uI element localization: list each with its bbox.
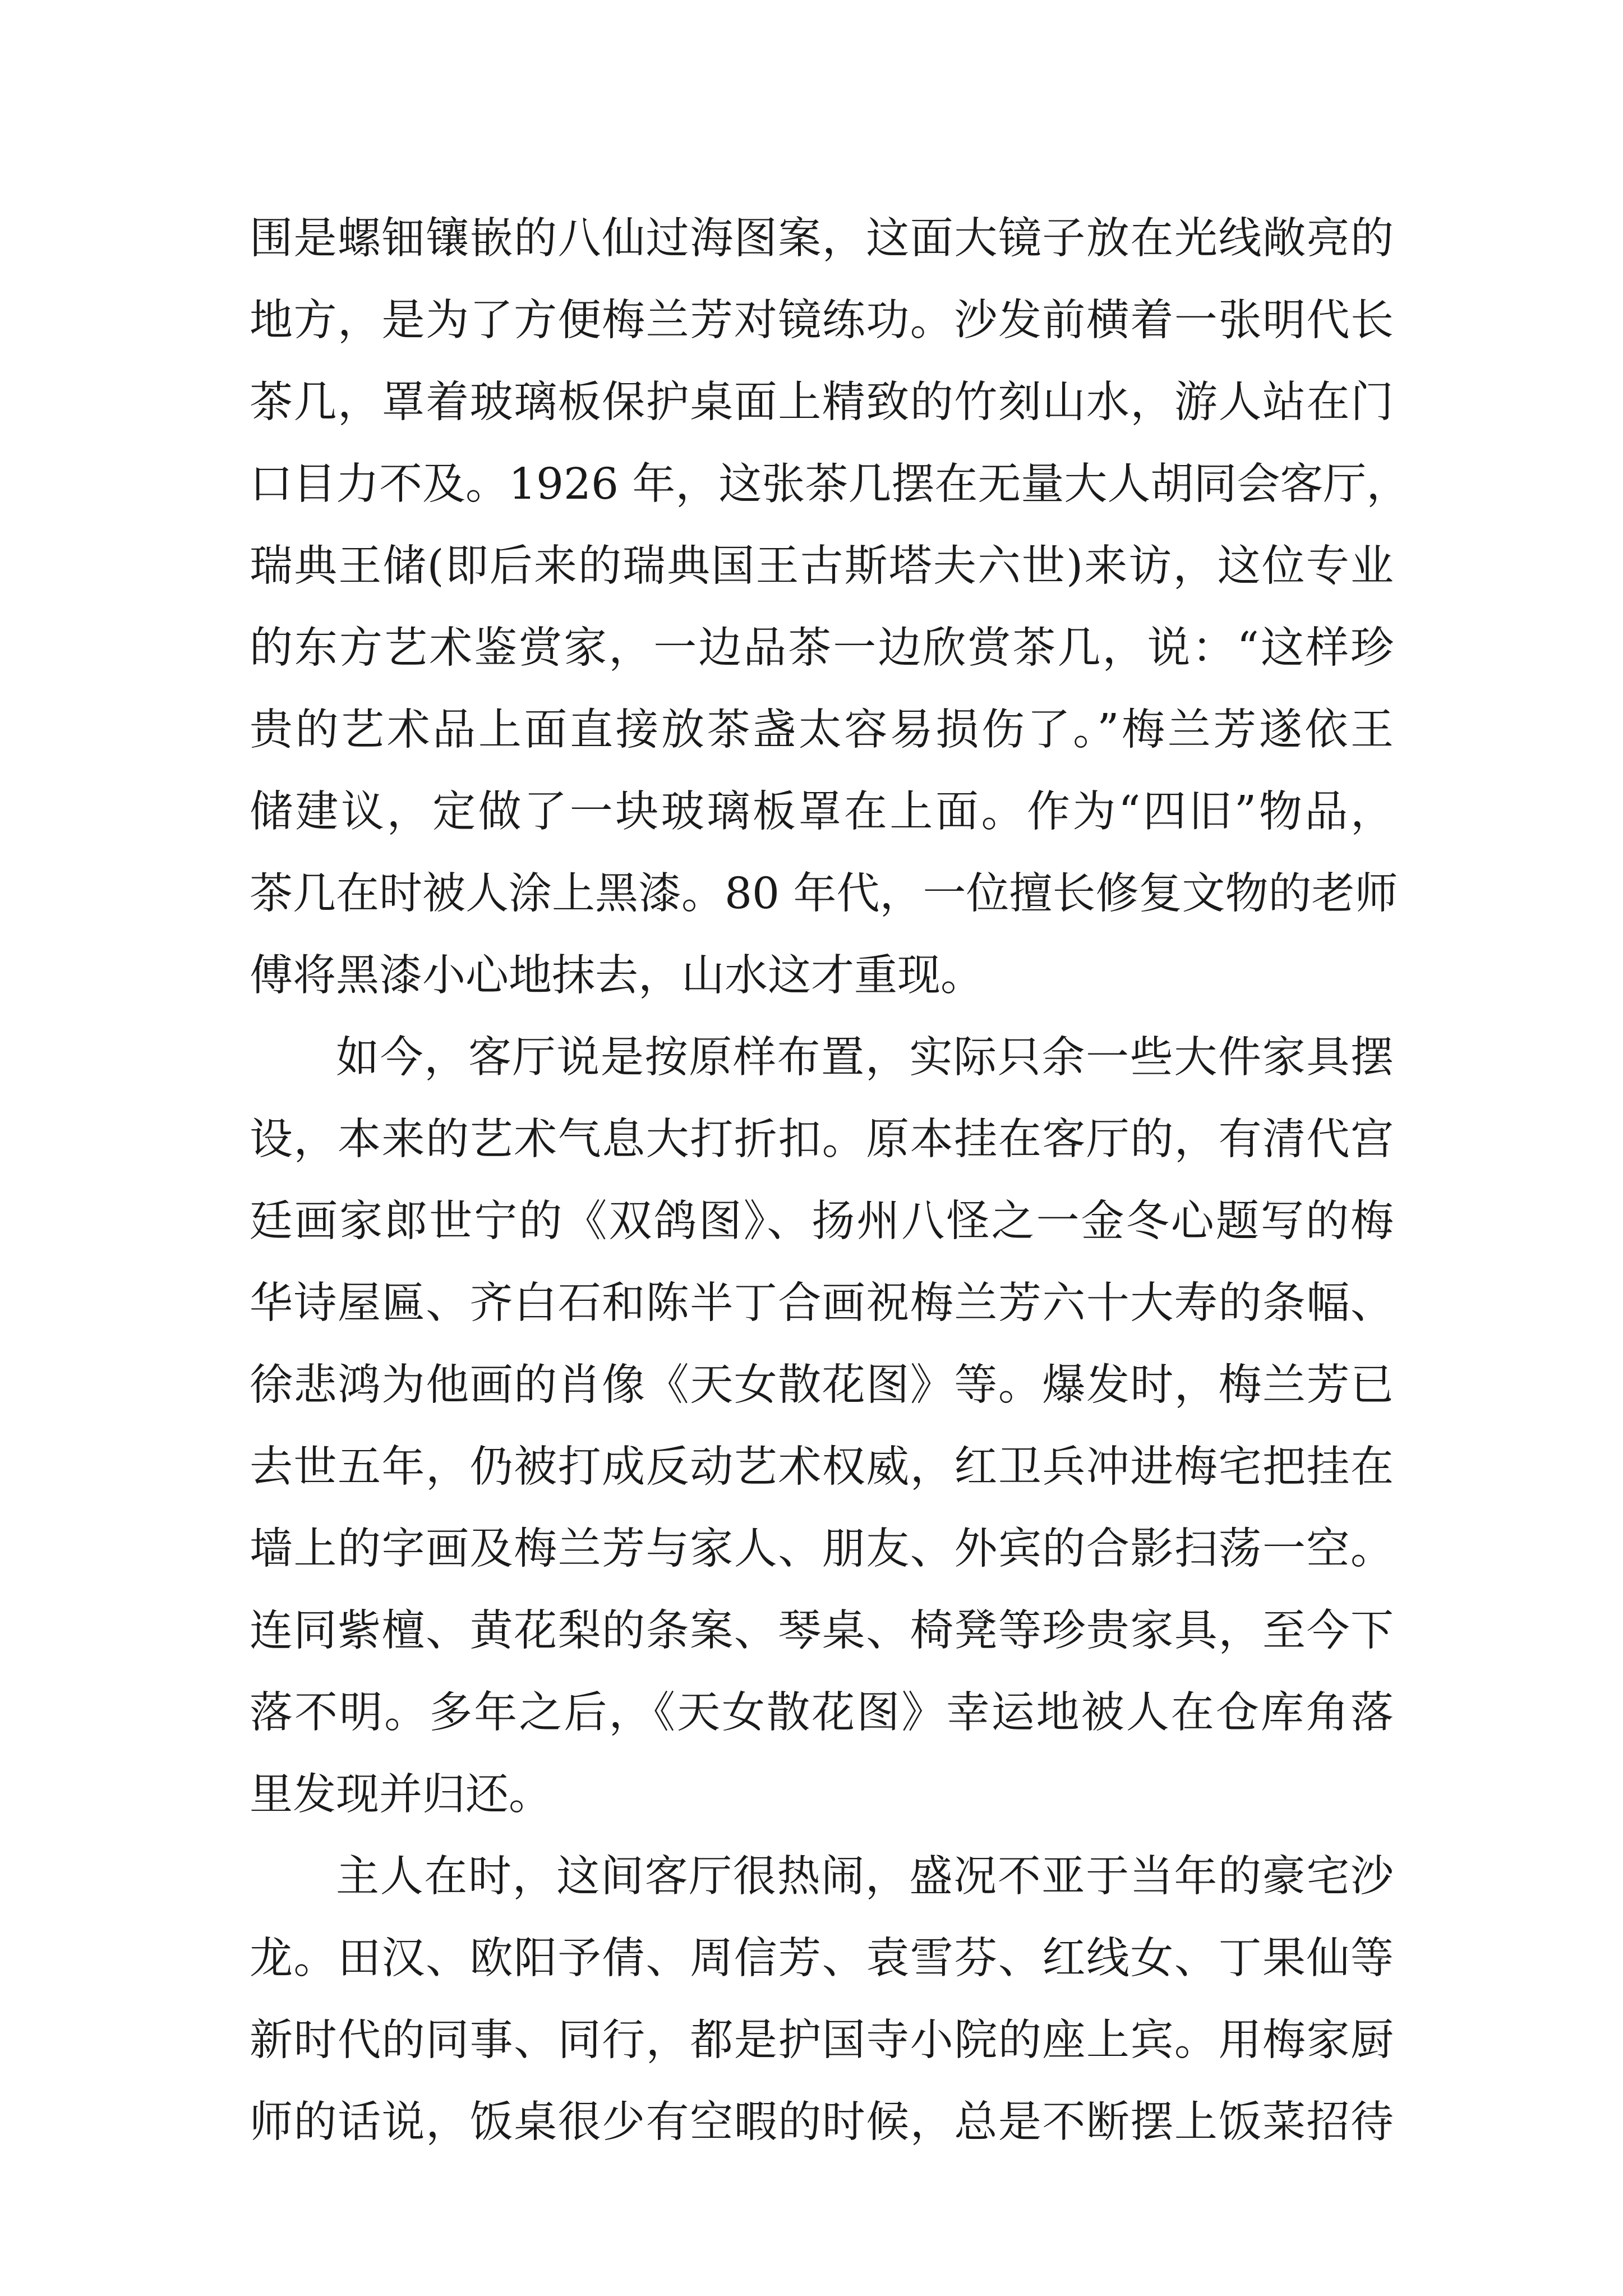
- text-line: 的东方艺术鉴赏家，一边品茶一边欣赏茶几，说：“这样珍: [250, 623, 1394, 673]
- text-line: 新时代的同事、同行，都是护国寺小院的座上宾。用梅家厨: [250, 2016, 1394, 2065]
- text-line: 茶几在时被人涂上黑漆。80 年代，一位擅长修复文物的老师: [250, 869, 1398, 919]
- text-line: 贵的艺术品上面直接放茶盏太容易损伤了。”梅兰芳遂依王: [250, 705, 1394, 755]
- text-line: 龙。田汉、欧阳予倩、周信芳、袁雪芬、红线女、丁果仙等: [250, 1934, 1394, 1984]
- text-line: 徐悲鸿为他画的肖像《天女散花图》等。爆发时，梅兰芳已: [250, 1360, 1394, 1410]
- text-line: 里发现并归还。: [250, 1770, 552, 1820]
- text-line: 连同紫檀、黄花梨的条案、琴桌、椅凳等珍贵家具，至今下: [250, 1606, 1394, 1656]
- text-line: 傅将黑漆小心地抹去，山水这才重现。: [250, 951, 984, 1001]
- text-line: 师的话说，饭桌很少有空暇的时候，总是不断摆上饭菜招待: [250, 2097, 1394, 2147]
- text-line: 口目力不及。1926 年，这张茶几摆在无量大人胡同会客厅，: [250, 459, 1410, 509]
- body-text: [250, 198, 1410, 2164]
- text-line: 围是螺钿镶嵌的八仙过海图案，这面大镜子放在光线敞亮的: [250, 214, 1394, 264]
- text-line: 茶几，罩着玻璃板保护桌面上精致的竹刻山水，游人站在门: [250, 378, 1394, 427]
- text-line: 墙上的字画及梅兰芳与家人、朋友、外宾的合影扫荡一空。: [250, 1524, 1394, 1574]
- text-line: 储建议，定做了一块玻璃板罩在上面。作为“四旧”物品，: [250, 787, 1394, 837]
- text-line: 地方，是为了方便梅兰芳对镜练功。沙发前横着一张明代长: [250, 296, 1394, 346]
- text-line: 华诗屋匾、齐白石和陈半丁合画祝梅兰芳六十大寿的条幅、: [250, 1278, 1394, 1328]
- text-line: 去世五年，仍被打成反动艺术权威，红卫兵冲进梅宅把挂在: [250, 1442, 1394, 1492]
- text-line: 设，本来的艺术气息大打折扣。原本挂在客厅的，有清代宫: [250, 1115, 1394, 1165]
- text-line: 落不明。多年之后，《天女散花图》幸运地被人在仓库角落: [250, 1688, 1394, 1738]
- text-line: 如今，客厅说是按原样布置，实际只余一些大件家具摆: [336, 1033, 1394, 1083]
- text-line: 瑞典王储(即后来的瑞典国王古斯塔夫六世)来访，这位专业: [250, 541, 1394, 591]
- text-line: 主人在时，这间客厅很热闹，盛况不亚于当年的豪宅沙: [336, 1852, 1394, 1902]
- text-line: 廷画家郎世宁的《双鸽图》、扬州八怪之一金冬心题写的梅: [250, 1197, 1394, 1246]
